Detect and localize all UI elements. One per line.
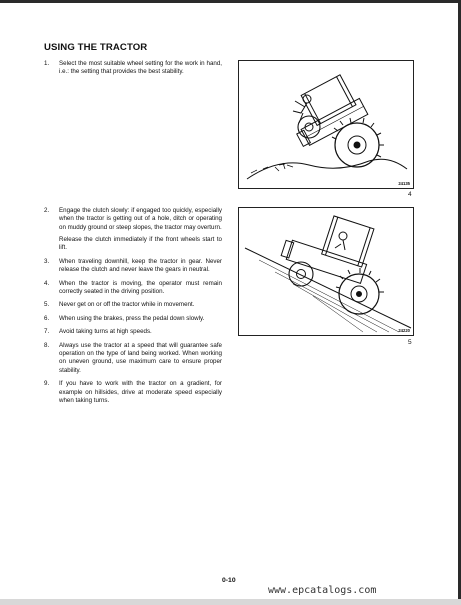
list-item xyxy=(44,328,222,336)
step-text: Select the most suitable wheel setting for the work in hand, i.e.: the setting that provides the best stability. xyxy=(59,60,222,76)
list-item xyxy=(44,301,222,309)
step-text: Always use the tractor at a speed that will guarantee safe operation on the type of land being worked. When working on uneven ground, use maximum care to ensure proper stability. xyxy=(59,341,222,374)
step-text: Engage the clutch slowly: if engaged too quickly, especially when the tractor is getting out of a hole, ditch or operating on muddy ground or steep slopes, the tractor may overturn. xyxy=(59,207,222,231)
list-item xyxy=(44,280,222,297)
list-item xyxy=(44,380,222,405)
figure-tractor-on-slope xyxy=(238,207,414,336)
figure-number: 5 xyxy=(408,339,412,346)
step-text: Never get on or off the tractor while in movement. xyxy=(59,301,195,309)
figure-tractor-overturning xyxy=(238,60,414,189)
step-number: 9. xyxy=(44,380,50,388)
figure-number: 4 xyxy=(408,191,412,198)
step-text: When using the brakes, press the pedal down slowly. xyxy=(59,314,205,322)
step-text: Avoid taking turns at high speeds. xyxy=(59,328,152,336)
figure-code: 24135 xyxy=(398,181,410,186)
step-text: When the tractor is moving, the operator must remain correctly seated in the driving position. xyxy=(59,279,222,295)
list-item xyxy=(44,207,222,232)
list-item xyxy=(44,315,222,323)
section-heading: USING THE TRACTOR xyxy=(44,42,148,53)
list-item xyxy=(44,342,222,375)
step-number: 5. xyxy=(44,301,50,309)
step-note: Release the clutch immediately if the front wheels start to lift. xyxy=(59,236,222,252)
step-number: 6. xyxy=(44,314,50,322)
bottom-strip xyxy=(0,599,461,605)
step-text: When traveling downhill, keep the tractor in gear. Never release the clutch and never leave the gears in neutral. xyxy=(59,257,222,274)
step-number: 2. xyxy=(44,207,50,214)
step-number: 8. xyxy=(44,341,50,349)
instruction-list-main xyxy=(44,207,222,410)
watermark: www.epcatalogs.com xyxy=(268,585,377,596)
instruction-list-top xyxy=(44,60,222,82)
list-item xyxy=(44,258,222,275)
tractor-overturn-illustration xyxy=(239,61,413,188)
top-border xyxy=(0,0,461,3)
tractor-slope-illustration xyxy=(239,208,413,335)
step-number: 3. xyxy=(44,257,50,265)
step-text: If you have to work with the tractor on a gradient, for example on hillsides, drive at moderate speed especially when taking turns. xyxy=(59,380,222,404)
step-number: 7. xyxy=(44,328,50,336)
page-number: 0-10 xyxy=(222,577,236,584)
figure-code: 24220 xyxy=(398,328,410,333)
list-item xyxy=(44,60,222,77)
step-number: 1. xyxy=(44,60,50,67)
step-number: 4. xyxy=(44,279,50,287)
